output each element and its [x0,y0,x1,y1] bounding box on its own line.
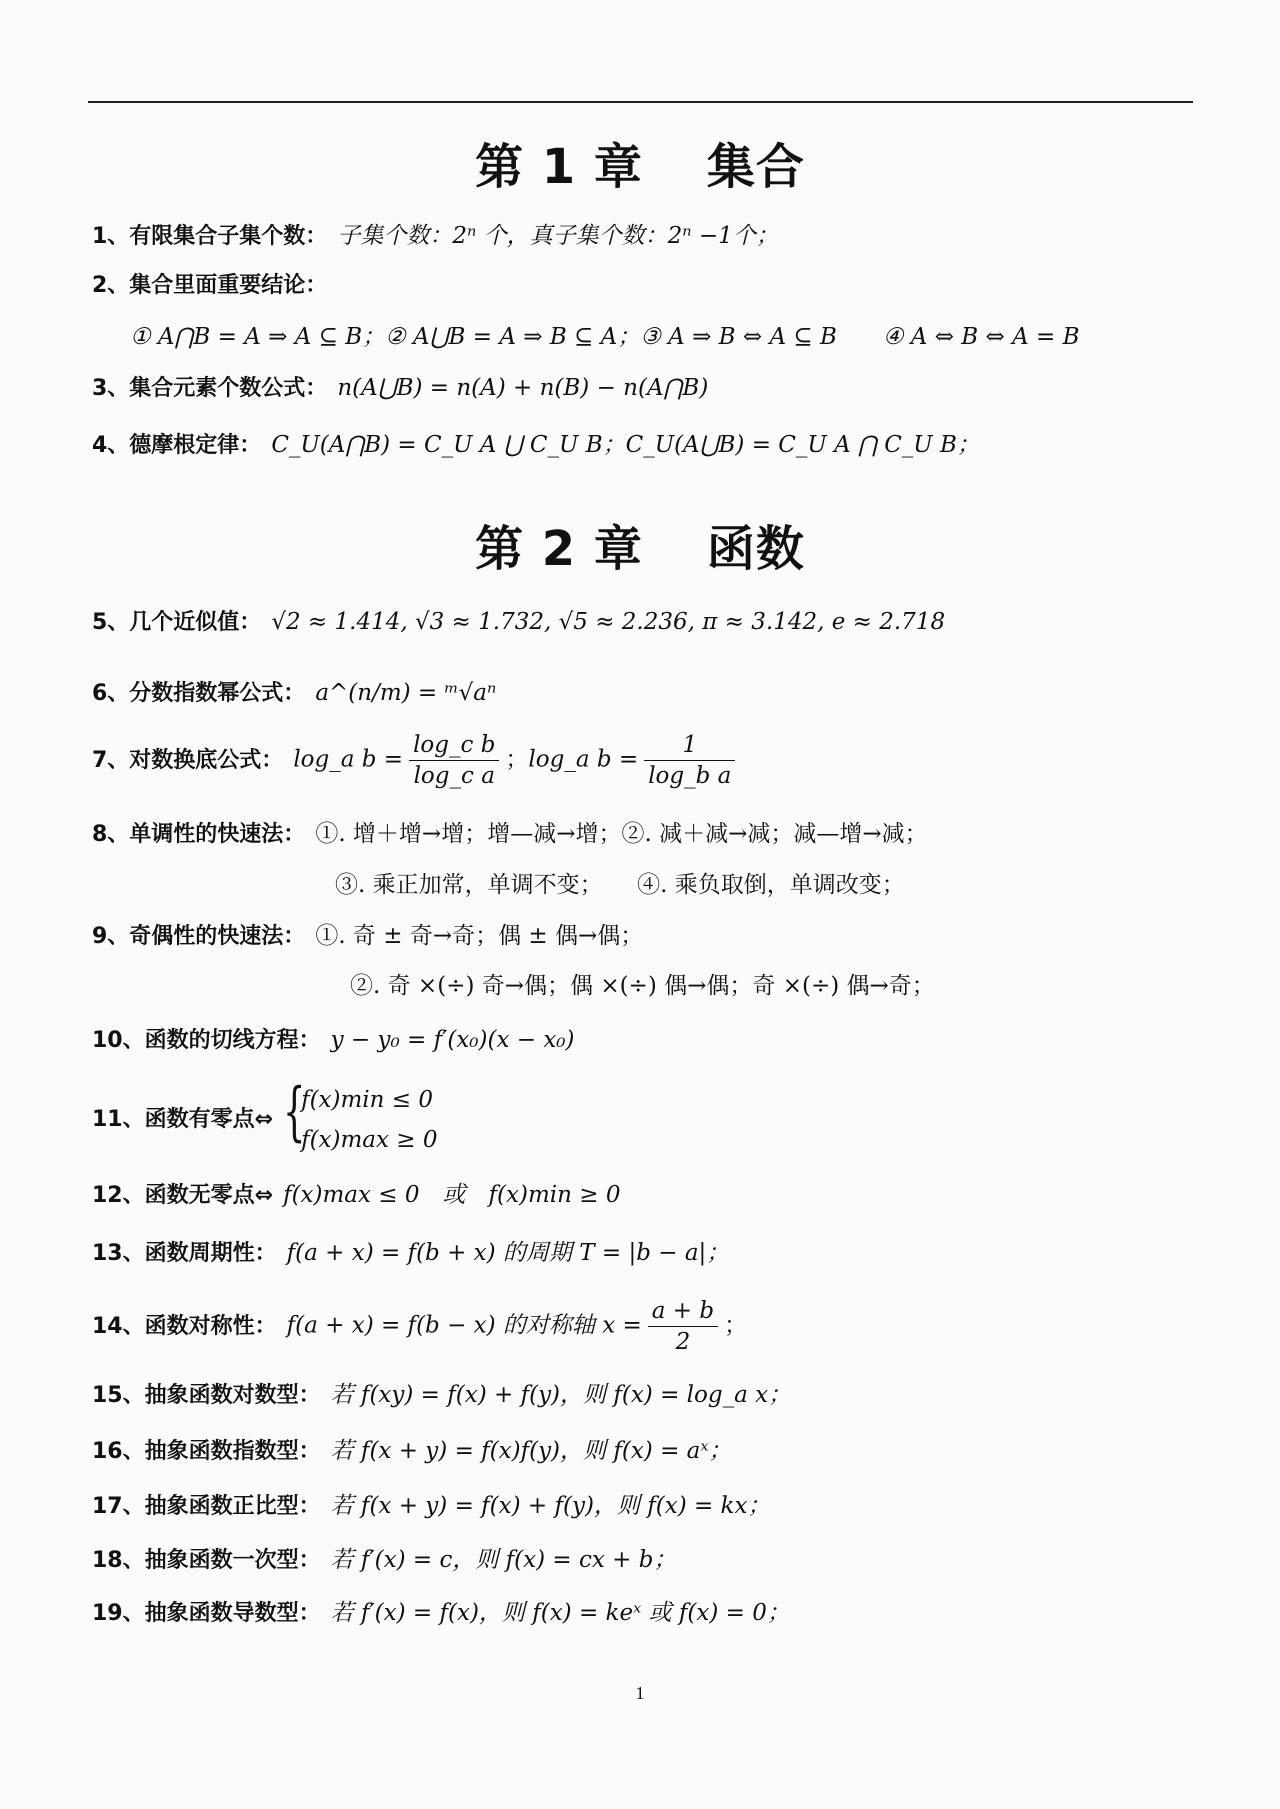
list-item [92,270,337,301]
item-formula: f(x)max ≤ 0 或 f(x)min ≥ 0 [283,1182,621,1208]
item-label: 9、奇偶性的快速法： [92,924,306,949]
item-formula: ① A⋂B = A ⇒ A ⊆ B；② A⋃B = A ⇒ B ⊆ A；③ A ⇒ B ⇔ A ⊆ B ④ A ⇔ B ⇔ A = B [130,324,1080,350]
list-item [92,221,779,252]
fraction-denominator: log_c a [413,763,495,789]
terminator: ； [724,1312,748,1339]
item-label: 2、集合里面重要结论： [92,273,328,298]
item-label: 5、几个近似值： [92,610,262,635]
item-formula: ③. 乘正加常，单调不变； ④. 乘负取倒，单调改变； [335,872,905,898]
item-formula: C_U(A⋂B) = C_U A ⋃ C_U B；C_U(A⋃B) = C_U A ⋂ C_U B； [271,432,980,458]
chapter-1-heading [0,128,1280,197]
item-label: 17、抽象函数正比型： [92,1494,321,1519]
item-formula: ①. 增＋增→增；增—减→增；②. 减＋减→减；减—增→减； [315,821,928,847]
list-item [92,1238,729,1269]
item-formula: 若 f(xy) = f(x) + f(y)，则 f(x) = log_a x； [330,1382,792,1408]
item-formula: f(a + x) = f(b + x) 的周期 T = |b − a|； [286,1240,730,1266]
fraction-numerator: a + b [648,1296,718,1327]
list-item [92,607,945,638]
list-item [92,430,980,461]
item-label: 12、函数无零点⇔ [92,1183,274,1208]
chapter-2-heading [0,510,1280,579]
item-label: 18、抽象函数一次型： [92,1548,321,1573]
list-item [92,1025,575,1056]
fraction-numerator: 1 [644,730,735,761]
formula-lhs: log_a b = [528,746,639,773]
item-label: 1、有限集合子集个数： [92,224,328,249]
item-label: 8、单调性的快速法： [92,822,306,847]
left-brace: { [283,1075,306,1149]
page-number: 1 [635,1683,645,1703]
item-label: 11、函数有零点⇔ [92,1107,274,1132]
item-label: 3、集合元素个数公式： [92,376,328,401]
list-item [92,1075,438,1160]
item-formula: n(A⋃B) = n(A) + n(B) − n(A⋂B) [337,375,709,401]
list-item [92,1436,732,1467]
item-formula: 若 f′(x) = f(x)，则 f(x) = keˣ 或 f(x) = 0； [330,1600,790,1626]
fraction [648,1296,718,1357]
list-item [92,1491,770,1522]
chapter-number: 第 1 章 [475,139,643,195]
item-label: 10、函数的切线方程： [92,1028,321,1053]
fraction-numerator: log_c b [409,730,499,761]
item-formula: ①. 奇 ± 奇→奇；偶 ± 偶→偶； [315,923,644,949]
item-label: 14、函数对称性： [92,1313,277,1339]
list-item [92,373,708,404]
list-item [92,678,496,709]
fraction-denominator: log_b a [648,763,732,789]
list-item [92,1545,676,1576]
item-formula: 子集个数：2ⁿ 个，真子集个数：2ⁿ −1个； [337,223,779,249]
fraction-denominator: 2 [675,1329,691,1355]
item-label: 7、对数换底公式： [92,747,284,773]
list-item [92,1296,747,1357]
brace-row: f(x)min ≤ 0 [301,1087,433,1113]
separator: ； [505,746,529,773]
chapter-number: 第 2 章 [475,521,643,577]
chapter-title: 函数 [706,521,805,577]
item-formula: √2 ≈ 1.414, √3 ≈ 1.732, √5 ≈ 2.236, π ≈ 3.142, e ≈ 2.718 [271,609,946,635]
fraction [644,730,735,791]
item-formula: 若 f′(x) = c，则 f(x) = cx + b； [330,1547,677,1573]
item-label: 15、抽象函数对数型： [92,1383,321,1408]
formula-lhs: f(a + x) = f(b − x) 的对称轴 x = [286,1312,642,1339]
item-formula: y − y₀ = f′(x₀)(x − x₀) [330,1027,575,1053]
header-rule [88,101,1193,103]
chapter-title: 集合 [706,139,805,195]
item-label: 4、德摩根定律： [92,433,262,458]
list-item [92,921,643,952]
item-label: 6、分数指数幂公式： [92,681,306,706]
item-formula: 若 f(x + y) = f(x)f(y)，则 f(x) = aˣ； [330,1438,732,1464]
list-item [350,971,935,1001]
list-item [92,730,741,791]
list-item [335,870,905,900]
list-item [92,1380,791,1411]
item-label: 16、抽象函数指数型： [92,1439,321,1464]
list-item [130,322,1080,352]
fraction [409,730,499,791]
brace-row: f(x)max ≥ 0 [301,1127,438,1153]
item-formula: ②. 奇 ×(÷) 奇→偶；偶 ×(÷) 偶→偶；奇 ×(÷) 偶→奇； [350,973,935,999]
item-label: 13、函数周期性： [92,1241,277,1266]
piecewise-brace [283,1075,438,1160]
list-item [92,819,928,850]
item-formula: 若 f(x + y) = f(x) + f(y)，则 f(x) = kx； [330,1493,771,1519]
list-item [92,1180,620,1211]
formula-lhs: log_a b = [293,746,404,773]
item-label: 19、抽象函数导数型： [92,1601,321,1626]
list-item [92,1598,790,1629]
item-formula: a^(n/m) = ᵐ√aⁿ [315,680,497,706]
